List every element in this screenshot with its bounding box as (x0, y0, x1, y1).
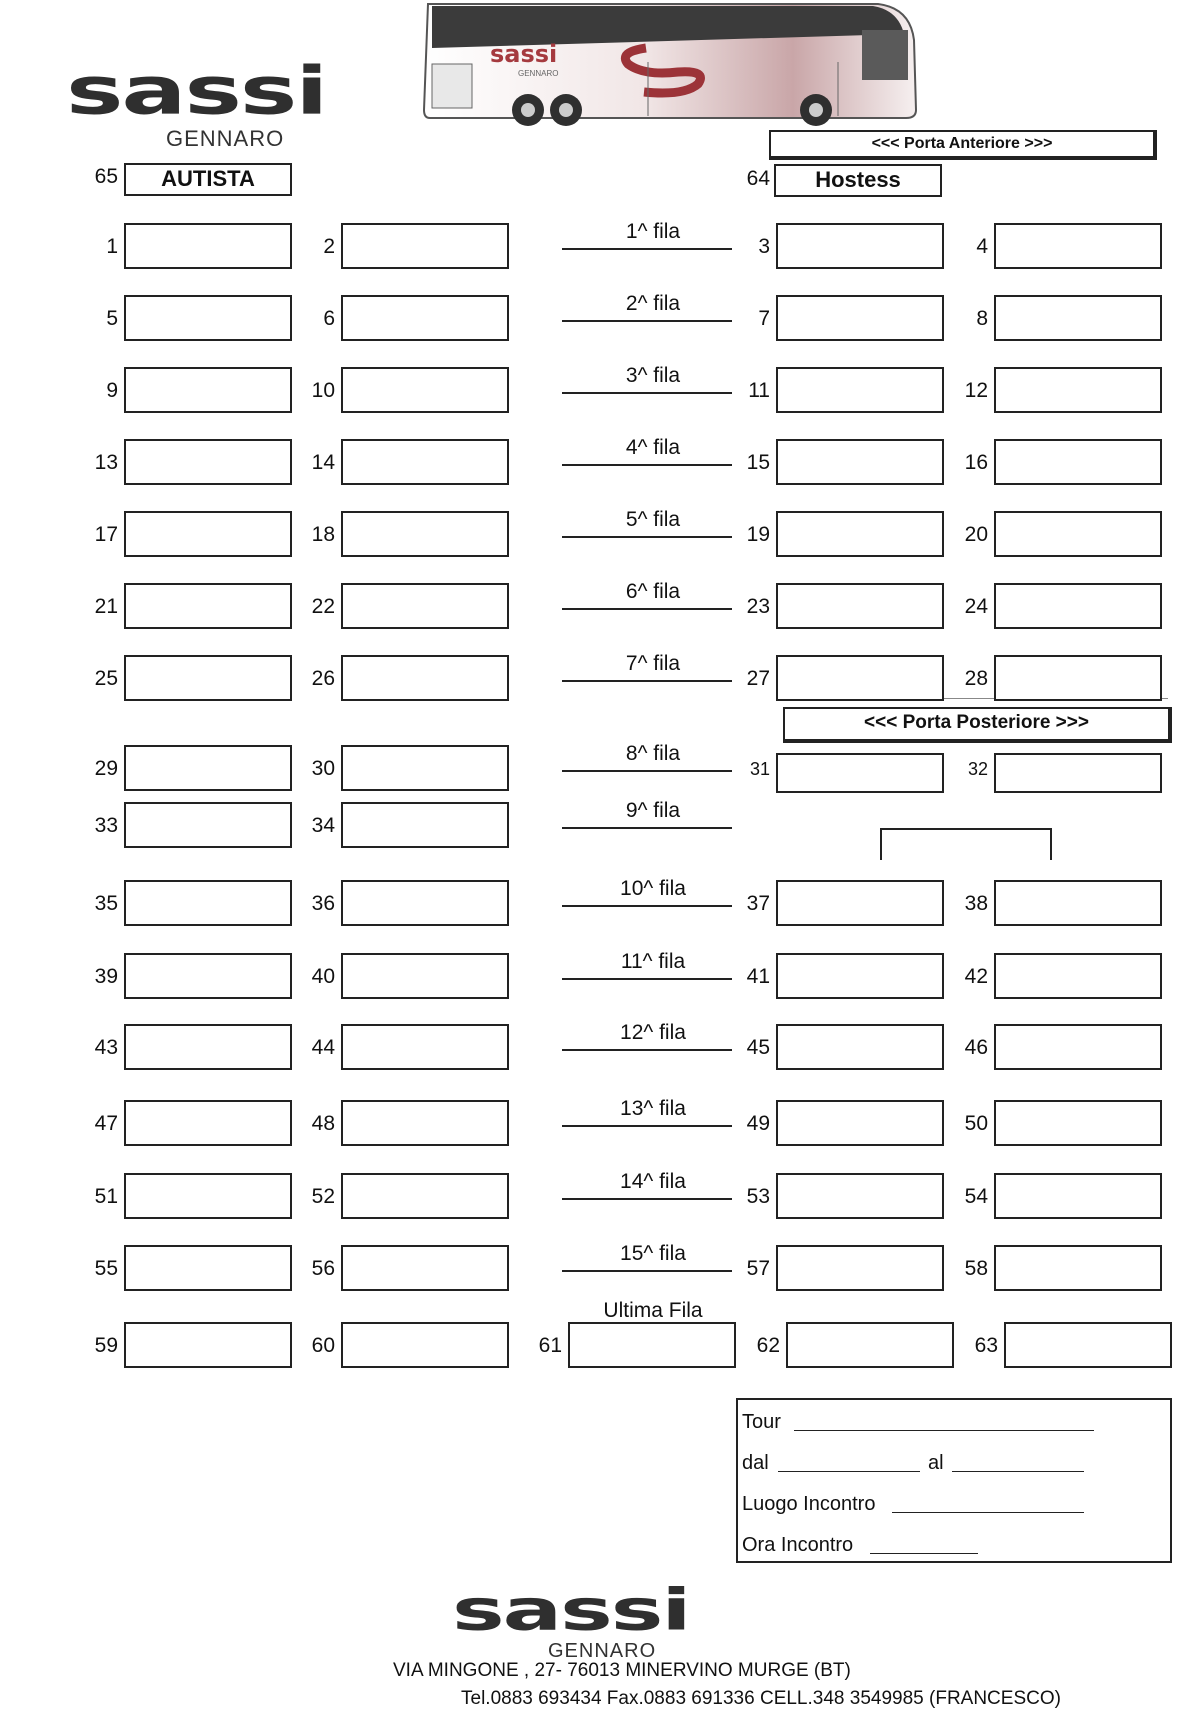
seat-number: 18 (311, 523, 335, 546)
seat-number: 31 (749, 759, 770, 779)
seat-number: 3 (758, 235, 770, 258)
seat-2-box[interactable] (341, 223, 509, 269)
row-line (562, 536, 732, 538)
seat-number: 7 (758, 307, 770, 330)
seat-number: 2 (323, 235, 335, 258)
row-label: 6^ fila (625, 580, 681, 603)
row-label: 15^ fila (620, 1242, 686, 1265)
seat-49-box[interactable] (776, 1100, 944, 1146)
seat-55-box[interactable] (124, 1245, 292, 1291)
row-line (562, 320, 732, 322)
footer-logo-subtitle: GENNARO (548, 1640, 657, 1662)
seat-61-box[interactable] (568, 1322, 736, 1368)
row-line (562, 464, 732, 466)
seat-56-box[interactable] (341, 1245, 509, 1291)
seat-number: 26 (311, 667, 335, 690)
seat-number: 58 (964, 1257, 988, 1280)
date-from-field[interactable] (778, 1471, 920, 1472)
seat-number: 37 (746, 892, 770, 915)
meeting-time-field[interactable] (870, 1553, 978, 1554)
seat-53-box[interactable] (776, 1173, 944, 1219)
seat-33-box[interactable] (124, 802, 292, 848)
row-line (562, 680, 732, 682)
date-to-label: al (928, 1452, 944, 1474)
seat-number: 9 (106, 379, 118, 402)
seat-19-box[interactable] (776, 511, 944, 557)
seat-number: 21 (94, 595, 118, 618)
header-logo-wordmark: sassi (66, 52, 327, 130)
row-label: 1^ fila (625, 220, 681, 243)
hostess-box: Hostess (774, 164, 942, 197)
seat-number: 56 (311, 1257, 335, 1280)
footer-address: VIA MINGONE , 27- 76013 MINERVINO MURGE (BT) (393, 1660, 851, 1681)
seat-number: 11 (748, 379, 770, 402)
seat-54-box[interactable] (994, 1173, 1162, 1219)
bus-side-wordmark: sassi (490, 40, 558, 68)
seat-number: 14 (311, 451, 335, 474)
seat-62-box[interactable] (786, 1322, 954, 1368)
seat-63-box[interactable] (1004, 1322, 1172, 1368)
seat-31-box[interactable] (776, 753, 944, 793)
rear-door-label: <<< Porta Posteriore >>> (783, 707, 1172, 743)
seat-number: 38 (964, 892, 988, 915)
row-label: 11^ fila (620, 950, 686, 973)
seat-number: 1 (106, 235, 118, 258)
row-line (562, 1049, 732, 1051)
seat-number: 51 (94, 1185, 118, 1208)
row-label: 7^ fila (625, 652, 681, 675)
seat-number: 53 (746, 1185, 770, 1208)
seat-59-box[interactable] (124, 1322, 292, 1368)
row-line (562, 905, 732, 907)
seat-12-box[interactable] (994, 367, 1162, 413)
seat-number: 15 (746, 451, 770, 474)
header-logo-subtitle: GENNARO (166, 126, 285, 151)
row-line (562, 978, 732, 980)
seat-number: 62 (756, 1334, 780, 1357)
footer-logo-wordmark: sassi (452, 1577, 690, 1644)
seat-17-box[interactable] (124, 511, 292, 557)
meeting-time-label: Ora Incontro (742, 1534, 854, 1556)
seat-60-box[interactable] (341, 1322, 509, 1368)
seat-29-box[interactable] (124, 745, 292, 791)
seat-3-box[interactable] (776, 223, 944, 269)
seat-number: 22 (311, 595, 335, 618)
row-label: 13^ fila (620, 1097, 686, 1120)
footer-logo (452, 1577, 792, 1662)
tour-info-box (736, 1398, 1172, 1563)
seat-39-box[interactable] (124, 953, 292, 999)
seat-number: 20 (964, 523, 988, 546)
seat-number: 43 (94, 1036, 118, 1059)
row-label: 10^ fila (620, 877, 686, 900)
seat-46-box[interactable] (994, 1024, 1162, 1070)
row-line (562, 1198, 732, 1200)
seat-number: 12 (964, 379, 988, 402)
seat-number: 63 (974, 1334, 998, 1357)
seat-number: 44 (311, 1036, 335, 1059)
seat-number: 39 (94, 965, 118, 988)
seat-number: 36 (311, 892, 335, 915)
row-line (562, 770, 732, 772)
seat-number: 13 (94, 451, 118, 474)
seat-21-box[interactable] (124, 583, 292, 629)
tour-field[interactable] (794, 1430, 1094, 1431)
rear-door-bracket (880, 828, 1052, 860)
bus-illustration (418, 0, 918, 140)
seat-40-box[interactable] (341, 953, 509, 999)
seat-1-box[interactable] (124, 223, 292, 269)
seat-number: 49 (746, 1112, 770, 1135)
row-label: 9^ fila (625, 799, 681, 822)
seat-32-box[interactable] (994, 753, 1162, 793)
seat-25-box[interactable] (124, 655, 292, 701)
seat-number: 27 (746, 667, 770, 690)
seat-42-box[interactable] (994, 953, 1162, 999)
seat-45-box[interactable] (776, 1024, 944, 1070)
seat-9-box[interactable] (124, 367, 292, 413)
seat-37-box[interactable] (776, 880, 944, 926)
seat-52-box[interactable] (341, 1173, 509, 1219)
seat-number: 61 (538, 1334, 562, 1357)
driver-box: AUTISTA (124, 163, 292, 196)
seat-16-box[interactable] (994, 439, 1162, 485)
row-line (562, 248, 732, 250)
seat-58-box[interactable] (994, 1245, 1162, 1291)
row-label: Ultima Fila (603, 1299, 703, 1322)
row-line (562, 1270, 732, 1272)
seat-number: 6 (323, 307, 335, 330)
seat-20-box[interactable] (994, 511, 1162, 557)
seat-6-box[interactable] (341, 295, 509, 341)
front-door-label: <<< Porta Anteriore >>> (769, 130, 1157, 160)
seat-38-box[interactable] (994, 880, 1162, 926)
seat-number: 42 (964, 965, 988, 988)
seat-number: 30 (311, 757, 335, 780)
row-line (562, 608, 732, 610)
seat-41-box[interactable] (776, 953, 944, 999)
date-from-label: dal (742, 1452, 769, 1474)
seat-number: 8 (976, 307, 988, 330)
date-to-field[interactable] (952, 1471, 1084, 1472)
row-label: 3^ fila (625, 364, 681, 387)
seat-26-box[interactable] (341, 655, 509, 701)
seat-number: 32 (967, 759, 988, 779)
row-label: 12^ fila (620, 1021, 686, 1044)
seat-7-box[interactable] (776, 295, 944, 341)
seat-57-box[interactable] (776, 1245, 944, 1291)
seat-number: 25 (94, 667, 118, 690)
seat-number: 24 (964, 595, 988, 618)
row-label: 2^ fila (625, 292, 681, 315)
seat-number: 47 (94, 1112, 118, 1135)
seat-13-box[interactable] (124, 439, 292, 485)
seat-43-box[interactable] (124, 1024, 292, 1070)
seat-number: 17 (94, 523, 118, 546)
seat-number: 60 (311, 1334, 335, 1357)
seat-22-box[interactable] (341, 583, 509, 629)
seat-51-box[interactable] (124, 1173, 292, 1219)
seat-18-box[interactable] (341, 511, 509, 557)
seat-11-box[interactable] (776, 367, 944, 413)
row-label: 8^ fila (625, 742, 681, 765)
seat-44-box[interactable] (341, 1024, 509, 1070)
hostess-seat-number: 64 (746, 167, 770, 190)
seat-number: 16 (964, 451, 988, 474)
row-label: 4^ fila (625, 436, 681, 459)
seat-number: 46 (964, 1036, 988, 1059)
seat-number: 35 (94, 892, 118, 915)
meeting-place-label: Luogo Incontro (742, 1493, 876, 1515)
seat-number: 34 (311, 814, 335, 837)
seat-number: 40 (311, 965, 335, 988)
header-logo (66, 52, 416, 151)
seat-number: 54 (964, 1185, 988, 1208)
seat-number: 28 (964, 667, 988, 690)
seat-35-box[interactable] (124, 880, 292, 926)
seat-number: 23 (746, 595, 770, 618)
seat-27-box[interactable] (776, 655, 944, 701)
seat-28-box[interactable] (994, 655, 1162, 701)
row-label: 14^ fila (620, 1170, 686, 1193)
seat-30-box[interactable] (341, 745, 509, 791)
seat-number: 41 (746, 965, 770, 988)
seat-number: 10 (311, 379, 335, 402)
seat-8-box[interactable] (994, 295, 1162, 341)
seat-number: 55 (94, 1257, 118, 1280)
seat-10-box[interactable] (341, 367, 509, 413)
row-label: 5^ fila (625, 508, 681, 531)
seat-number: 5 (106, 307, 118, 330)
seat-number: 48 (311, 1112, 335, 1135)
tour-label: Tour (742, 1411, 781, 1433)
row-line (562, 1125, 732, 1127)
seat-number: 33 (94, 814, 118, 837)
seat-14-box[interactable] (341, 439, 509, 485)
seat-number: 4 (976, 235, 988, 258)
seat-number: 57 (746, 1257, 770, 1280)
bus-side-subtitle: GENNARO (518, 69, 559, 78)
seat-48-box[interactable] (341, 1100, 509, 1146)
row-line (562, 827, 732, 829)
seat-50-box[interactable] (994, 1100, 1162, 1146)
seat-4-box[interactable] (994, 223, 1162, 269)
seat-15-box[interactable] (776, 439, 944, 485)
seat-24-box[interactable] (994, 583, 1162, 629)
seat-number: 45 (746, 1036, 770, 1059)
driver-seat-number: 65 (94, 165, 118, 188)
seat-47-box[interactable] (124, 1100, 292, 1146)
seat-23-box[interactable] (776, 583, 944, 629)
footer-contacts: Tel.0883 693434 Fax.0883 691336 CELL.348 3549985 (FRANCESCO) (461, 1688, 1061, 1709)
meeting-place-field[interactable] (892, 1512, 1084, 1513)
row-line (562, 392, 732, 394)
seat-number: 50 (964, 1112, 988, 1135)
seat-number: 19 (746, 523, 770, 546)
seat-5-box[interactable] (124, 295, 292, 341)
seat-number: 52 (311, 1185, 335, 1208)
seat-number: 29 (94, 757, 118, 780)
seat-36-box[interactable] (341, 880, 509, 926)
seat-34-box[interactable] (341, 802, 509, 848)
seat-number: 59 (94, 1334, 118, 1357)
